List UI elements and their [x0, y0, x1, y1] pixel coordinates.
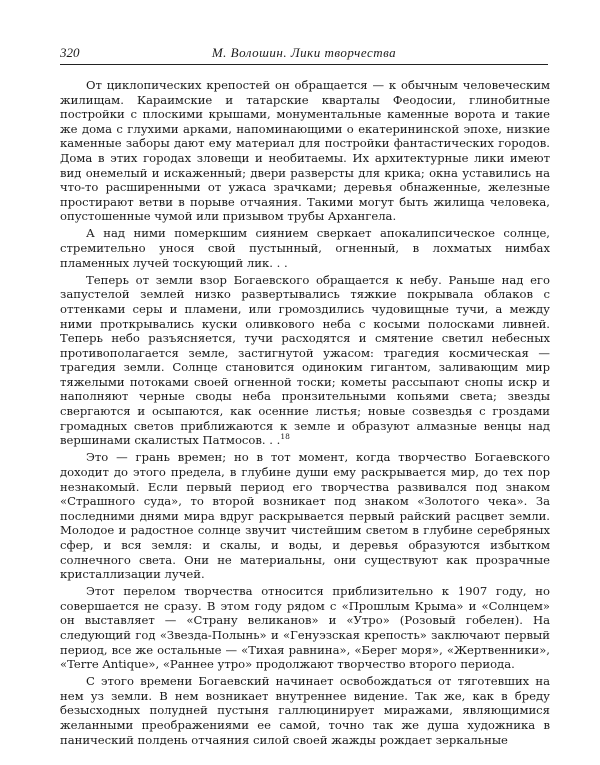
paragraph-text: А над ними померкшим сиянием сверкает апокалипсическое солнце, стремительно унося свой пустынный, огненный, в лохматых нимбах пламенных лучей тоскующий лик. . . — [60, 226, 550, 270]
page-number: 320 — [60, 45, 80, 60]
paragraph — [60, 674, 550, 747]
paragraph-text: Это — грань времен; но в тот момент, когда творчество Богаевского доходит до этого предела, в глубине души ему раскрывается мир, до тех пор незнакомый. Если первый период его творчества развивался под знаком «Страшного суда», то второй возникает под знаком «Золотого чека». За последними днями мира вдруг раскрывается первый райский расцвет земли. Молодое и радостное солнце звучит чистейшим светом в глубине серебряных сфер, и вся земля: и скалы, и воды, и деревья образуются избытком солнечного света. Они не материальны, они существуют как прозрачные кристаллизации лучей. — [60, 450, 550, 582]
paragraph-text: Теперь от земли взор Богаевского обращается к небу. Раньше над его запустелой землей низко развертывались тяжкие покрывала облаков с оттенками серы и пламени, или громоздились чудовищные тучи, а между ними проткрывались куски оливкового неба с косыми полосками ливней. Теперь небо разъясняется, тучи расходятся и смятение светил небесных противополагается земле, застигнутой ужасом: трагедия космическая — трагедия земли. Солнце становится одиноким гигантом, заливающим мир тяжелыми потоками своей огненной тоски; кометы рассыпают снопы искр и наполняют черные своды неба пронзительными копьями света; звезды свергаются и осыпаются, как осенние листья; новые созвездья с гроздами громадных светов приближаются к земле и образуют алмазные венцы над вершинами скалистых Патмосов. . . — [60, 272, 550, 448]
paragraph — [60, 450, 550, 581]
footnote-marker[interactable]: 18 — [280, 432, 290, 442]
paragraph-text: С этого времени Богаевский начинает освобождаться от тяготевших на нем уз земли. В нем возникает внутреннее видение. Так же, как в бреду безысходных полудней пустыня галлюцинирует миражами, являющимися желанными преображениями ее самой, точно так же душа художника в панический полдень отчаяния силой своей жажды рождает зеркальные — [60, 674, 550, 747]
page-header — [60, 44, 548, 65]
body-text — [60, 78, 550, 750]
paragraph — [60, 226, 550, 270]
paragraph-text: Этот перелом творчества относится приблизительно к 1907 году, но совершается не сразу. В этом году рядом с «Прошлым Крыма» и «Солнцем» он выставляет — «Страну великанов» и «Утро» (Розовый гобелен). На следующий год «Звезда-Полынь» и «Генуэзская крепость» заключают первый период, все же остальные — «Тихая равнина», «Берег моря», «Жертвенники», «Terre Antique», «Раннее утро» продолжают творчество второго периода. — [60, 584, 550, 672]
paragraph-text: От циклопических крепостей он обращается — к обычным человеческим жилищам. Караимские и татарские кварталы Феодосии, глинобитные постройки с плоскими крышами, монументальные каменные ворота и такие же дома с глухими арками, напоминающими о екатерининской эпохе, низкие каменные заборы дают ему материал для постройки фантастических городов. Дома в этих городах зловещи и необитаемы. Их архитектурные лики имеют вид онемелый и искаженный; двери разверсты для крика; окна уставились на что-то расширенными от ужаса зрачками; деревья обнаженные, железные простирают ветви в порыве отчаяния. Такими могут быть жилища человека, опустошенные чумой или призывом трубы Архангела. — [60, 78, 550, 224]
paragraph — [60, 584, 550, 672]
paragraph — [60, 273, 550, 448]
paragraph — [60, 78, 550, 224]
running-title: М. Волошин. Лики творчества — [211, 45, 397, 60]
